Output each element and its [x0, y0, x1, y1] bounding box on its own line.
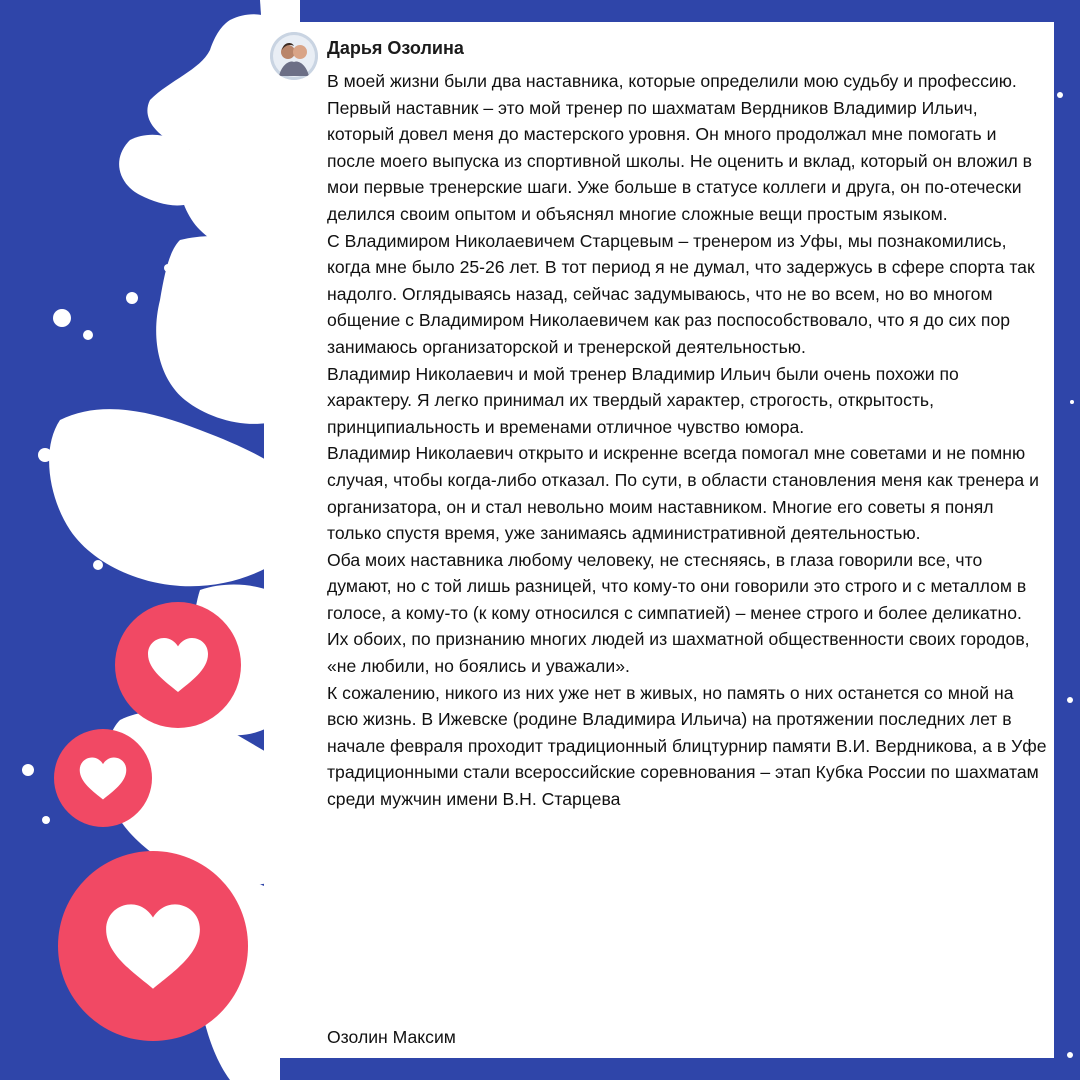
post-paragraph: Владимир Николаевич и мой тренер Владимир Ильич были очень похожи по характеру. Я легко принимал их твердый характер, строгость, открытость, принципиальность и временами отличное чувство юмора. [327, 363, 959, 437]
heart-icon [78, 756, 128, 801]
post-signature: Озолин Максим [327, 1027, 456, 1047]
heart-badge-large-bottom [58, 851, 248, 1041]
avatar-photo-icon [270, 32, 318, 80]
heart-icon [146, 636, 210, 694]
post-paragraph: С Владимиром Николаевичем Старцевым – тренером из Уфы, мы познакомились, когда мне было 25-26 лет. В тот период я не думал, что задержусь в сфере спорта так надолго. Оглядываясь назад, сейчас задумываюсь, что не во всем, но во многом общение с Владимиром Николаевичем как раз поспособствовало, что я до сих пор занимаюсь организаторской и тренерской деятельностью. [327, 230, 1035, 357]
heart-badge-small [54, 729, 152, 827]
post-paragraph: В моей жизни были два наставника, которые определили мою судьбу и профессию. Первый наставник – это мой тренер по шахматам Вердников Владимир Ильич, который довел меня до мастерского уровня. Он много продолжал мне помогать и после моего выпуска из спортивной школы. Не оценить и вклад, который он вложил в мои первые тренерские шаги. Уже больше в статусе коллеги и друга, он по-отечески делился своим опытом и объяснял многие сложные вещи простым языком. [327, 71, 1033, 224]
heart-badge-large-top [115, 602, 241, 728]
post-paragraph: Оба моих наставника любому человеку, не стесняясь, в глаза говорили все, что думают, но с той лишь разницей, что кому-то они говорили это строго и с металлом в голосе, а кому-то (к кому относился с симпатией) – менее строго и более деликатно. Их обоих, по признанию многих людей из шахматной общественности своих городов, «не любили, но боялись и уважали». [327, 549, 1030, 677]
post-paragraph: К сожалению, никого из них уже нет в живых, но память о них останется со мной на всю жизнь. В Ижевске (родине Владимира Ильича) на протяжении последних лет в начале февраля проходит традиционный блицтурнир памяти В.И. Вердникова, а в Уфе традиционными стали всероссийские соревнования – этап Кубка России по шахматам среди мужчин имени В.Н. Старцева [327, 682, 1047, 810]
avatar[interactable] [270, 32, 318, 80]
heart-icon [103, 901, 203, 992]
post-paragraph: Владимир Николаевич открыто и искренне всегда помогал мне советами и не помню случая, чтобы когда-либо отказал. По сути, в области становления меня как тренера и организатора, он и стал невольно моим наставником. Многие его советы я понял только спустя время, уже занимаясь административной деятельностью. [327, 443, 1039, 544]
post-author[interactable]: Дарья Озолина [327, 38, 464, 58]
post-body [327, 68, 1047, 813]
